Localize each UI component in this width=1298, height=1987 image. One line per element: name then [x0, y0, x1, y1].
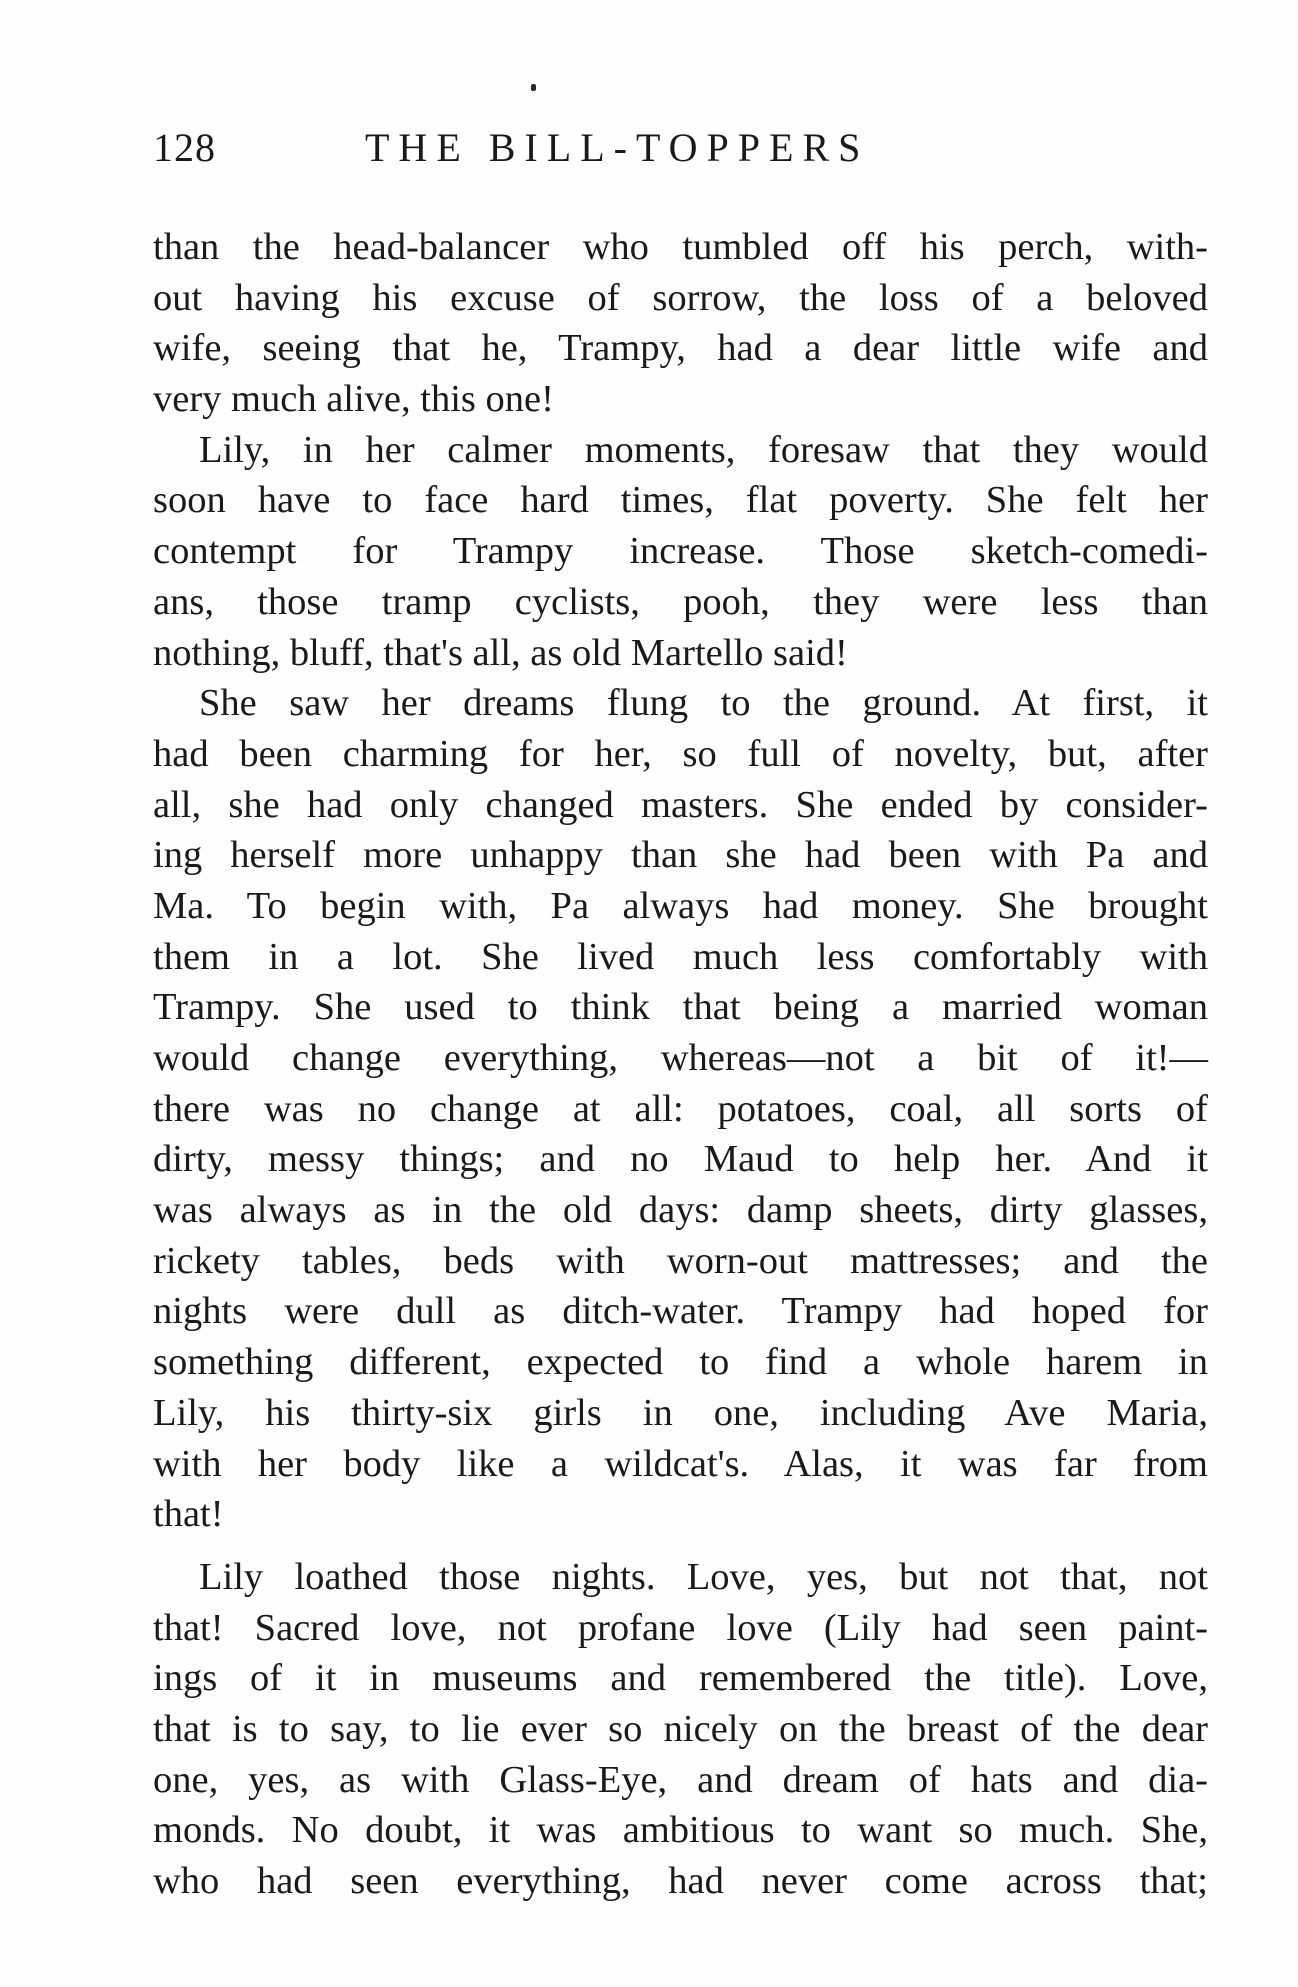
text-line: soon have to face hard times, flat poverty. She felt her	[153, 479, 1208, 522]
paragraph-gap	[153, 1540, 1208, 1552]
text-line: dirty, messy things; and no Maud to help her. And it	[153, 1138, 1208, 1181]
text-line: had been charming for her, so full of novelty, but, after	[153, 732, 1208, 775]
print-speck	[531, 84, 536, 91]
paragraph-1	[153, 222, 1208, 425]
text-line: that is to say, to lie ever so nicely on the breast of the dear	[153, 1707, 1208, 1750]
text-line: there was no change at all: potatoes, coal, all sorts of	[153, 1087, 1208, 1130]
text-line: would change everything, whereas—not a bit of it!—	[153, 1037, 1208, 1079]
text-line: them in a lot. She lived much less comfortably with	[153, 935, 1208, 978]
page-number: 128	[153, 125, 216, 170]
running-head	[153, 118, 1213, 178]
text-line: Lily loathed those nights. Love, yes, but not that, not	[199, 1555, 1208, 1598]
text-line: all, she had only changed masters. She ended by consider-	[153, 783, 1208, 826]
text-line: nothing, bluff, that's all, as old Martello said!	[153, 631, 848, 674]
text-line: ans, those tramp cyclists, pooh, they were less than	[153, 580, 1208, 623]
text-line: out having his excuse of sorrow, the loss of a beloved	[153, 276, 1208, 319]
book-title: THE BILL-TOPPERS	[365, 125, 870, 170]
text-line: than the head-balancer who tumbled off his perch, with-	[153, 226, 1208, 268]
text-line: Lily, his thirty-six girls in one, including Ave Maria,	[153, 1391, 1208, 1434]
text-line: very much alive, this one!	[153, 378, 554, 421]
text-line: that!	[153, 1493, 224, 1536]
text-line: rickety tables, beds with worn-out mattresses; and the	[153, 1239, 1208, 1282]
text-line: Lily, in her calmer moments, foresaw that they would	[199, 428, 1208, 471]
text-line: ing herself more unhappy than she had been with Pa and	[153, 834, 1208, 877]
text-line: contempt for Trampy increase. Those sketch-comedi-	[153, 530, 1208, 573]
text-line: monds. No doubt, it was ambitious to want so much. She,	[153, 1809, 1208, 1852]
paragraph-3	[153, 678, 1208, 1540]
text-line: that! Sacred love, not profane love (Lily had seen paint-	[153, 1606, 1208, 1649]
text-line: wife, seeing that he, Trampy, had a dear little wife and	[153, 327, 1208, 370]
text-line: ings of it in museums and remembered the title). Love,	[153, 1657, 1208, 1700]
body-text	[153, 222, 1208, 1907]
text-line: She saw her dreams flung to the ground. At first, it	[199, 682, 1208, 725]
text-line: nights were dull as ditch-water. Trampy had hoped for	[153, 1290, 1208, 1333]
text-line: Ma. To begin with, Pa always had money. She brought	[153, 884, 1208, 927]
text-line: Trampy. She used to think that being a married woman	[153, 986, 1208, 1029]
text-line: was always as in the old days: damp sheets, dirty glasses,	[153, 1189, 1208, 1232]
paragraph-2	[153, 425, 1208, 678]
text-line: one, yes, as with Glass-Eye, and dream of hats and dia-	[153, 1758, 1208, 1801]
paragraph-4	[153, 1552, 1208, 1907]
text-line: who had seen everything, had never come across that;	[153, 1860, 1208, 1902]
text-line: with her body like a wildcat's. Alas, it was far from	[153, 1442, 1208, 1485]
text-line: something different, expected to find a whole harem in	[153, 1341, 1208, 1384]
